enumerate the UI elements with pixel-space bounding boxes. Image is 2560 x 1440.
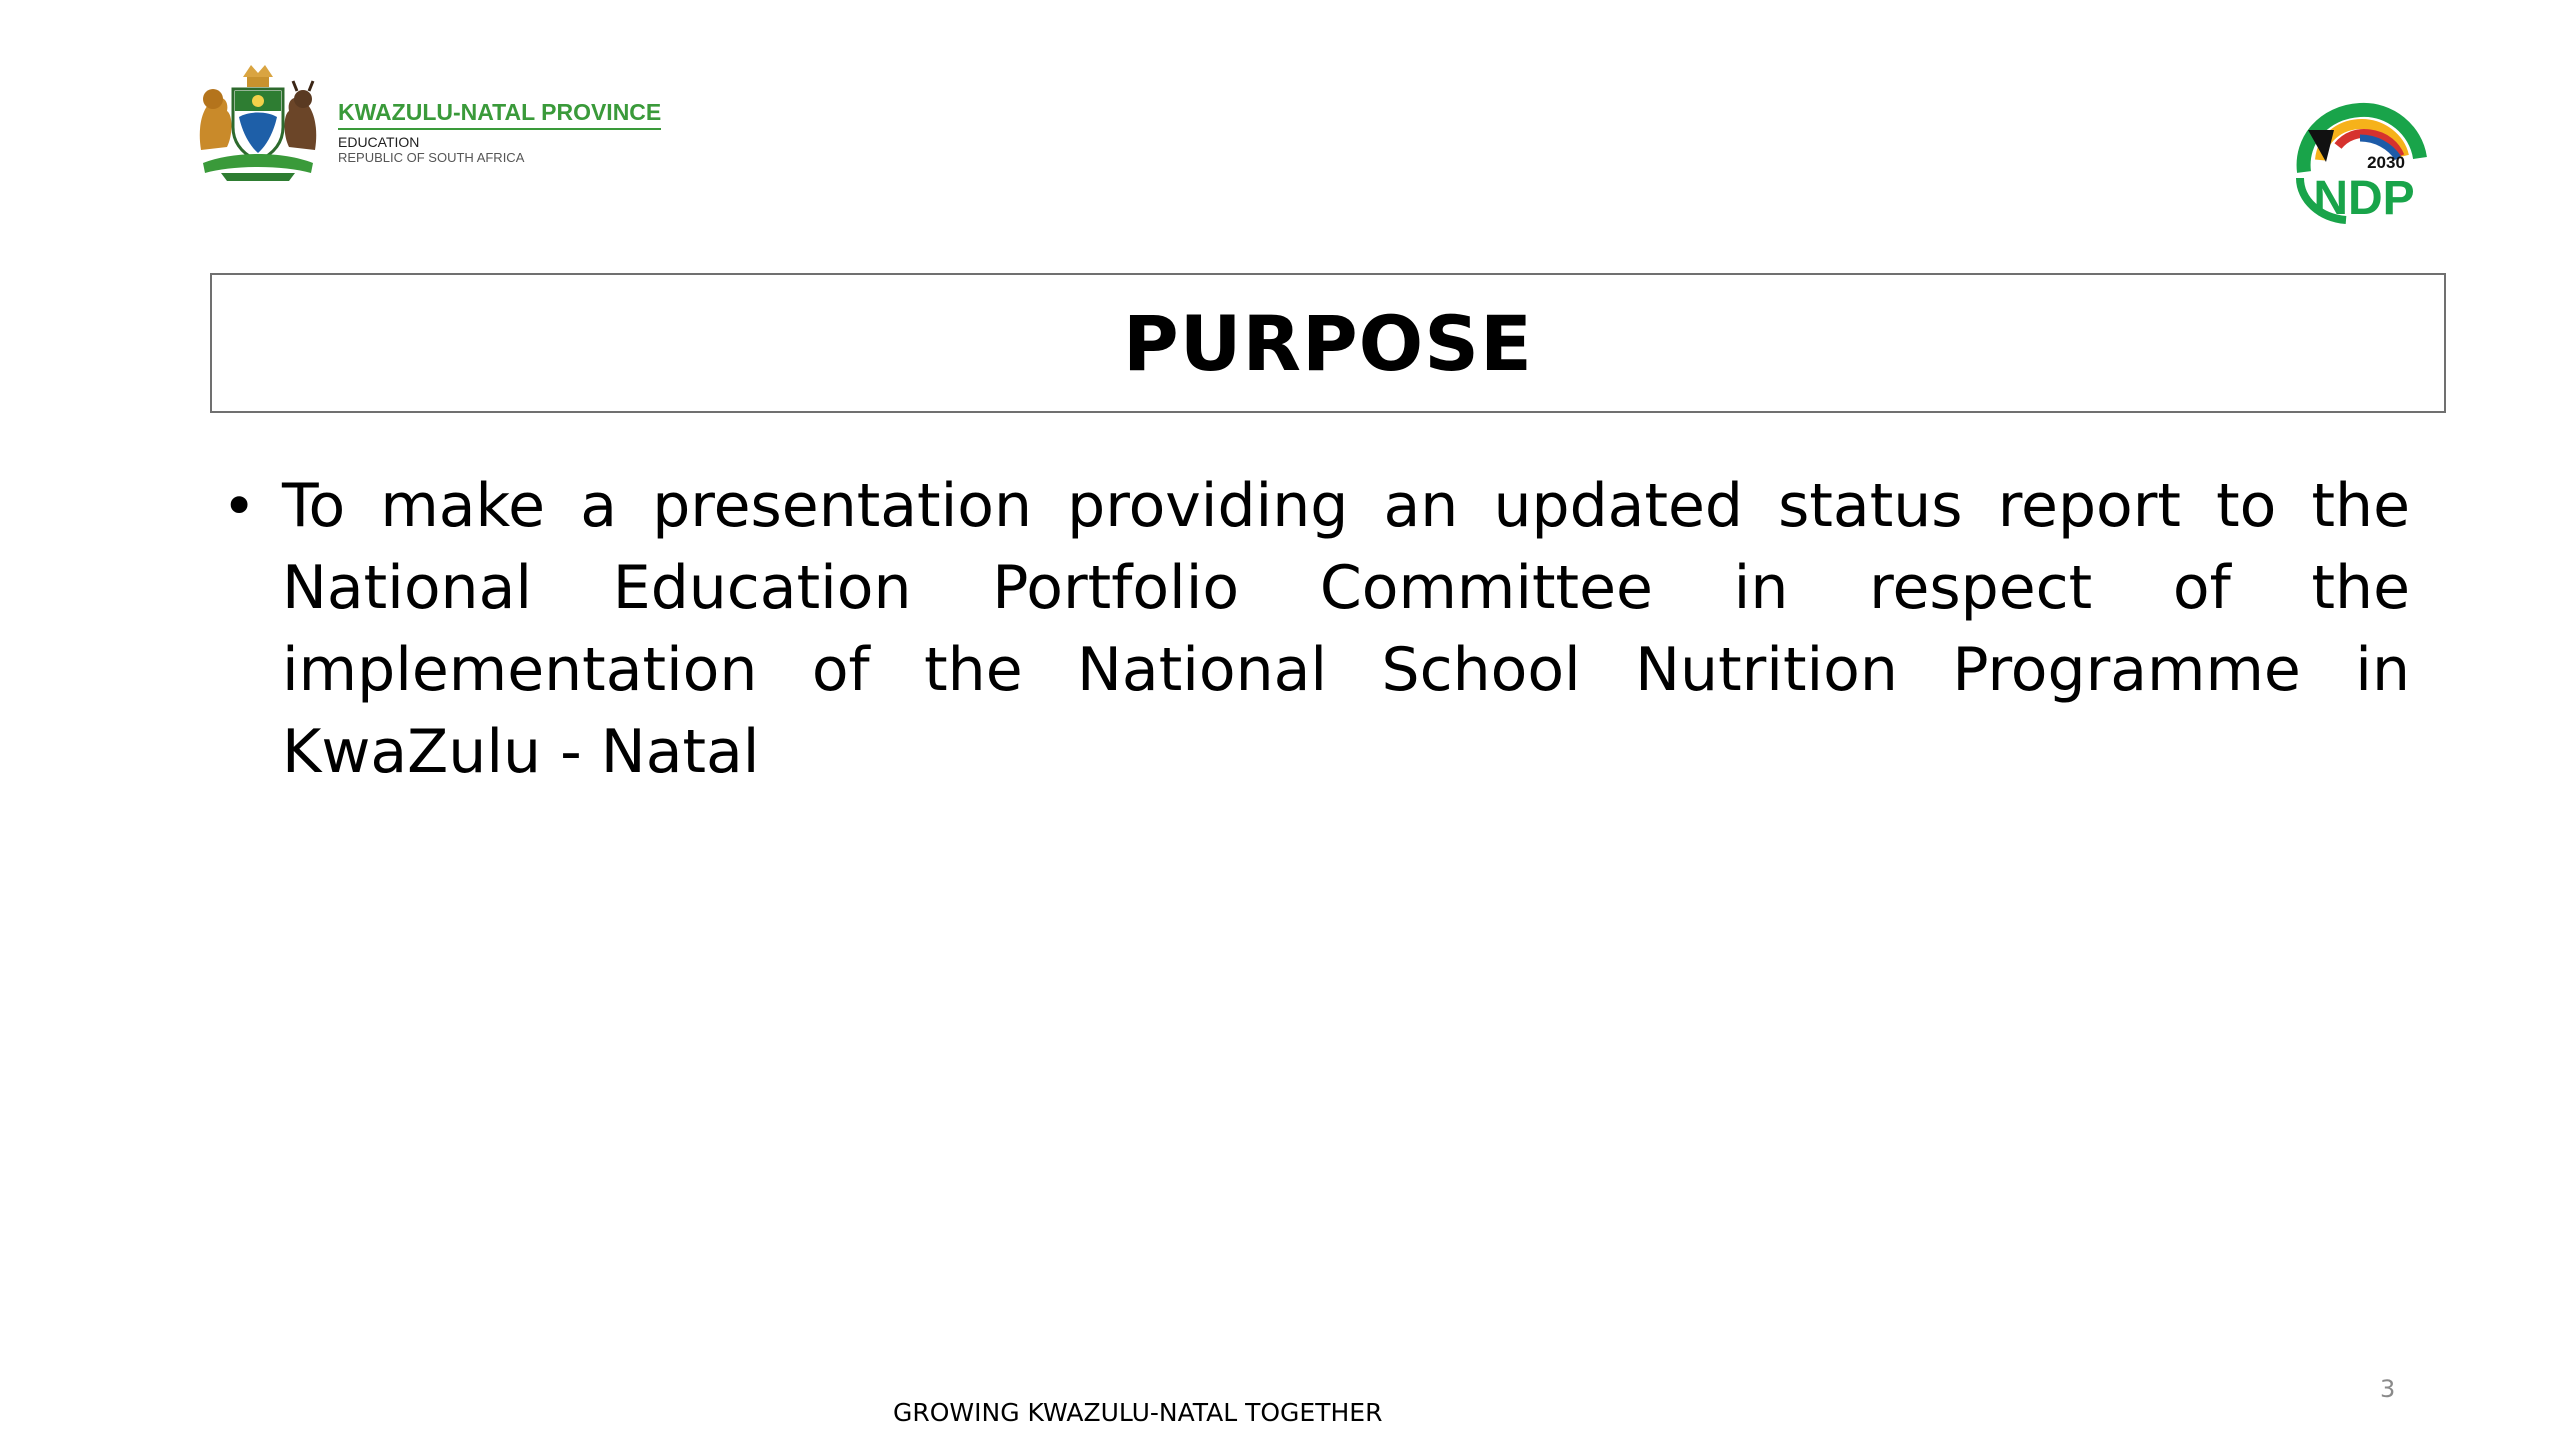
bullet-text: To make a presentation providing an updated status report to the National Education Portfolio Committee in respect of the implementation of the National School Nutrition Programme in KwaZulu - Natal [282, 471, 2410, 787]
coat-of-arms-icon [193, 55, 323, 185]
province-name: KWAZULU-NATAL PROVINCE [338, 99, 661, 130]
department-name: EDUCATION [338, 134, 420, 150]
bullet-list [210, 465, 2410, 793]
ndp-name: NDP [2313, 172, 2415, 225]
ndp-2030-logo-icon [2290, 100, 2430, 225]
footer-tagline: GROWING KWAZULU-NATAL TOGETHER [893, 1398, 1383, 1427]
title-box [210, 273, 2446, 413]
bullet-item [210, 465, 2410, 793]
country-name: REPUBLIC OF SOUTH AFRICA [338, 150, 525, 165]
bullet-icon: • [222, 472, 257, 540]
ndp-year: 2030 [2367, 153, 2405, 172]
slide-title: PURPOSE [1123, 298, 1533, 388]
page-number: 3 [2380, 1375, 2396, 1403]
kzn-logo-text [338, 99, 718, 165]
kzn-education-logo [193, 55, 713, 185]
